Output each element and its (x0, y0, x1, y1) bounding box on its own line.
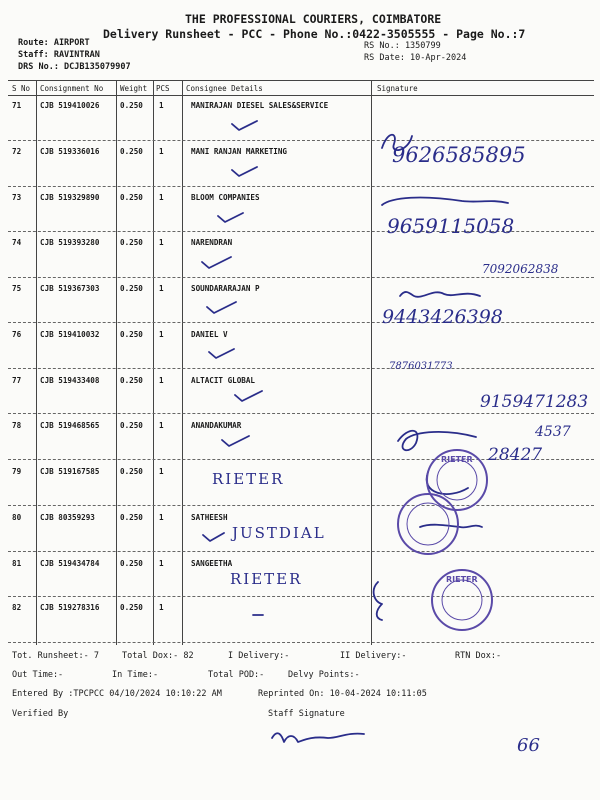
col-header-consignment: Consignment No (40, 84, 104, 93)
phone-signature-75: 9443426398 (382, 306, 503, 328)
row-sno: 76 (12, 330, 22, 339)
checkmark-icon (232, 121, 257, 130)
row-consignment: CJB 519410032 (40, 330, 100, 339)
phone-signature-74: 7092062838 (482, 262, 559, 276)
signature-stroke (382, 198, 508, 205)
staff-label: Staff: RAVINTRAN (18, 50, 100, 60)
checkmark-icon (235, 391, 262, 401)
drs-label: DRS No.: DCJB135079907 (18, 62, 131, 72)
signature-stroke (420, 525, 482, 528)
row-weight: 0.250 (120, 147, 143, 156)
row-pcs: 1 (159, 467, 164, 476)
row-consignee: NARENDRAN (191, 238, 233, 247)
in-time: In Time:- (112, 670, 159, 680)
row-weight: 0.250 (120, 421, 143, 430)
row-weight: 0.250 (120, 467, 143, 476)
stamp-label: RIETER (441, 455, 473, 464)
row-pcs: 1 (159, 284, 164, 293)
staff-signature-label: Staff Signature (268, 709, 345, 719)
phone-signature-76: 7876031773 (389, 361, 453, 372)
col-header-consignee: Consignee Details (186, 84, 263, 93)
row-pcs: 1 (159, 101, 164, 110)
row-consignment: CJB 519393280 (40, 238, 100, 247)
row-pcs: 1 (159, 603, 164, 612)
handwritten-note-81: RIETER (230, 570, 303, 588)
row-sno: 78 (12, 421, 22, 430)
rs-date: RS Date: 10-Apr-2024 (364, 53, 467, 63)
checkmark-icon (209, 349, 234, 358)
row-pcs: 1 (159, 238, 164, 247)
row-weight: 0.250 (120, 101, 143, 110)
phone-signature-73: 9659115058 (387, 214, 515, 238)
row-pcs: 1 (159, 193, 164, 202)
handwritten-note-79: RIETER (212, 470, 285, 488)
rs-number: RS No.: 1350799 (364, 41, 441, 51)
signature-stroke (374, 582, 382, 620)
signature-stroke (272, 733, 364, 742)
signature-stroke (427, 472, 468, 494)
i-delivery: I Delivery:- (228, 651, 290, 661)
stamp-label: RIETER (446, 575, 478, 584)
row-pcs: 1 (159, 330, 164, 339)
row-sno: 80 (12, 513, 22, 522)
row-sno: 74 (12, 238, 22, 247)
row-consignment: CJB 519329890 (40, 193, 100, 202)
row-pcs: 1 (159, 559, 164, 568)
row-pcs: 1 (159, 147, 164, 156)
row-pcs: 1 (159, 421, 164, 430)
row-consignee: BLOOM COMPANIES (191, 193, 260, 202)
reprinted-on: Reprinted On: 10-04-2024 10:11:05 (258, 689, 427, 699)
page-mark: 66 (517, 735, 540, 756)
row-consignment: CJB 519468565 (40, 421, 100, 430)
row-sno: 71 (12, 101, 22, 110)
row-consignment: CJB 519410026 (40, 101, 100, 110)
row-weight: 0.250 (120, 330, 143, 339)
row-consignee: DANIEL V (191, 330, 228, 339)
phone-signature-77: 9159471283 (480, 392, 589, 412)
row-weight: 0.250 (120, 376, 143, 385)
row-sno: 81 (12, 559, 22, 568)
row-consignee: MANIRAJAN DIESEL SALES&SERVICE (191, 101, 329, 110)
signature-stroke (398, 431, 476, 451)
row-sno: 79 (12, 467, 22, 476)
row-sno: 72 (12, 147, 22, 156)
row-consignee: SATHEESH (191, 513, 228, 522)
note-signature-78a: 4537 (535, 424, 571, 440)
row-consignment: CJB 519167585 (40, 467, 100, 476)
row-consignment: CJB 519367303 (40, 284, 100, 293)
total-pod: Total POD:- (208, 670, 265, 680)
row-consignee: SOUNDARARAJAN P (191, 284, 260, 293)
out-time: Out Time:- (12, 670, 64, 680)
row-weight: 0.250 (120, 603, 143, 612)
row-consignment: CJB 519336016 (40, 147, 100, 156)
row-consignment: CJB 519434784 (40, 559, 100, 568)
checkmark-icon (202, 257, 231, 268)
verified-by: Verified By (12, 709, 69, 719)
note-signature-78b: 28427 (488, 445, 543, 465)
total-runsheet: Tot. Runsheet:- 7 (12, 651, 99, 661)
company-title: THE PROFESSIONAL COURIERS, COIMBATORE (185, 12, 442, 26)
row-weight: 0.250 (120, 513, 143, 522)
runsheet-subtitle: Delivery Runsheet - PCC - Phone No.:0422-3505555 - Page No.:7 (103, 27, 526, 41)
checkmark-icon (232, 167, 257, 176)
row-weight: 0.250 (120, 238, 143, 247)
route-label: Route: AIRPORT (18, 38, 90, 48)
checkmark-icon (222, 436, 249, 446)
row-sno: 75 (12, 284, 22, 293)
rtn-dox: RTN Dox:- (455, 651, 502, 661)
row-weight: 0.250 (120, 284, 143, 293)
row-sno: 82 (12, 603, 22, 612)
row-consignment: CJB 519433408 (40, 376, 100, 385)
total-dox: Total Dox:- 82 (122, 651, 194, 661)
row-consignee: ANANDAKUMAR (191, 421, 242, 430)
row-consignment: CJB 519278316 (40, 603, 100, 612)
col-header-weight: Weight (120, 84, 148, 93)
handwritten-note-80: JUSTDIAL (232, 524, 326, 542)
row-consignment: CJB 80359293 (40, 513, 95, 522)
row-consignee: SANGEETHA (191, 559, 233, 568)
phone-signature-72: 9626585895 (392, 143, 526, 167)
row-weight: 0.250 (120, 559, 143, 568)
checkmark-icon (218, 213, 243, 222)
row-sno: 77 (12, 376, 22, 385)
col-header-signature: Signature (377, 84, 418, 93)
row-pcs: 1 (159, 376, 164, 385)
row-pcs: 1 (159, 513, 164, 522)
row-sno: 73 (12, 193, 22, 202)
row-weight: 0.250 (120, 193, 143, 202)
ii-delivery: II Delivery:- (340, 651, 407, 661)
col-header-pcs: PCS (156, 84, 170, 93)
signature-stroke (400, 292, 480, 297)
row-consignee: ALTACIT GLOBAL (191, 376, 256, 385)
checkmark-icon (203, 533, 224, 541)
row-consignee: MANI RANJAN MARKETING (191, 147, 288, 156)
entered-by: Entered By :TPCPCC 04/10/2024 10:10:22 AM (12, 689, 222, 699)
delivery-points: Delvy Points:- (288, 670, 360, 680)
checkmark-icon (207, 302, 236, 313)
col-header-sno: S No (12, 84, 31, 93)
